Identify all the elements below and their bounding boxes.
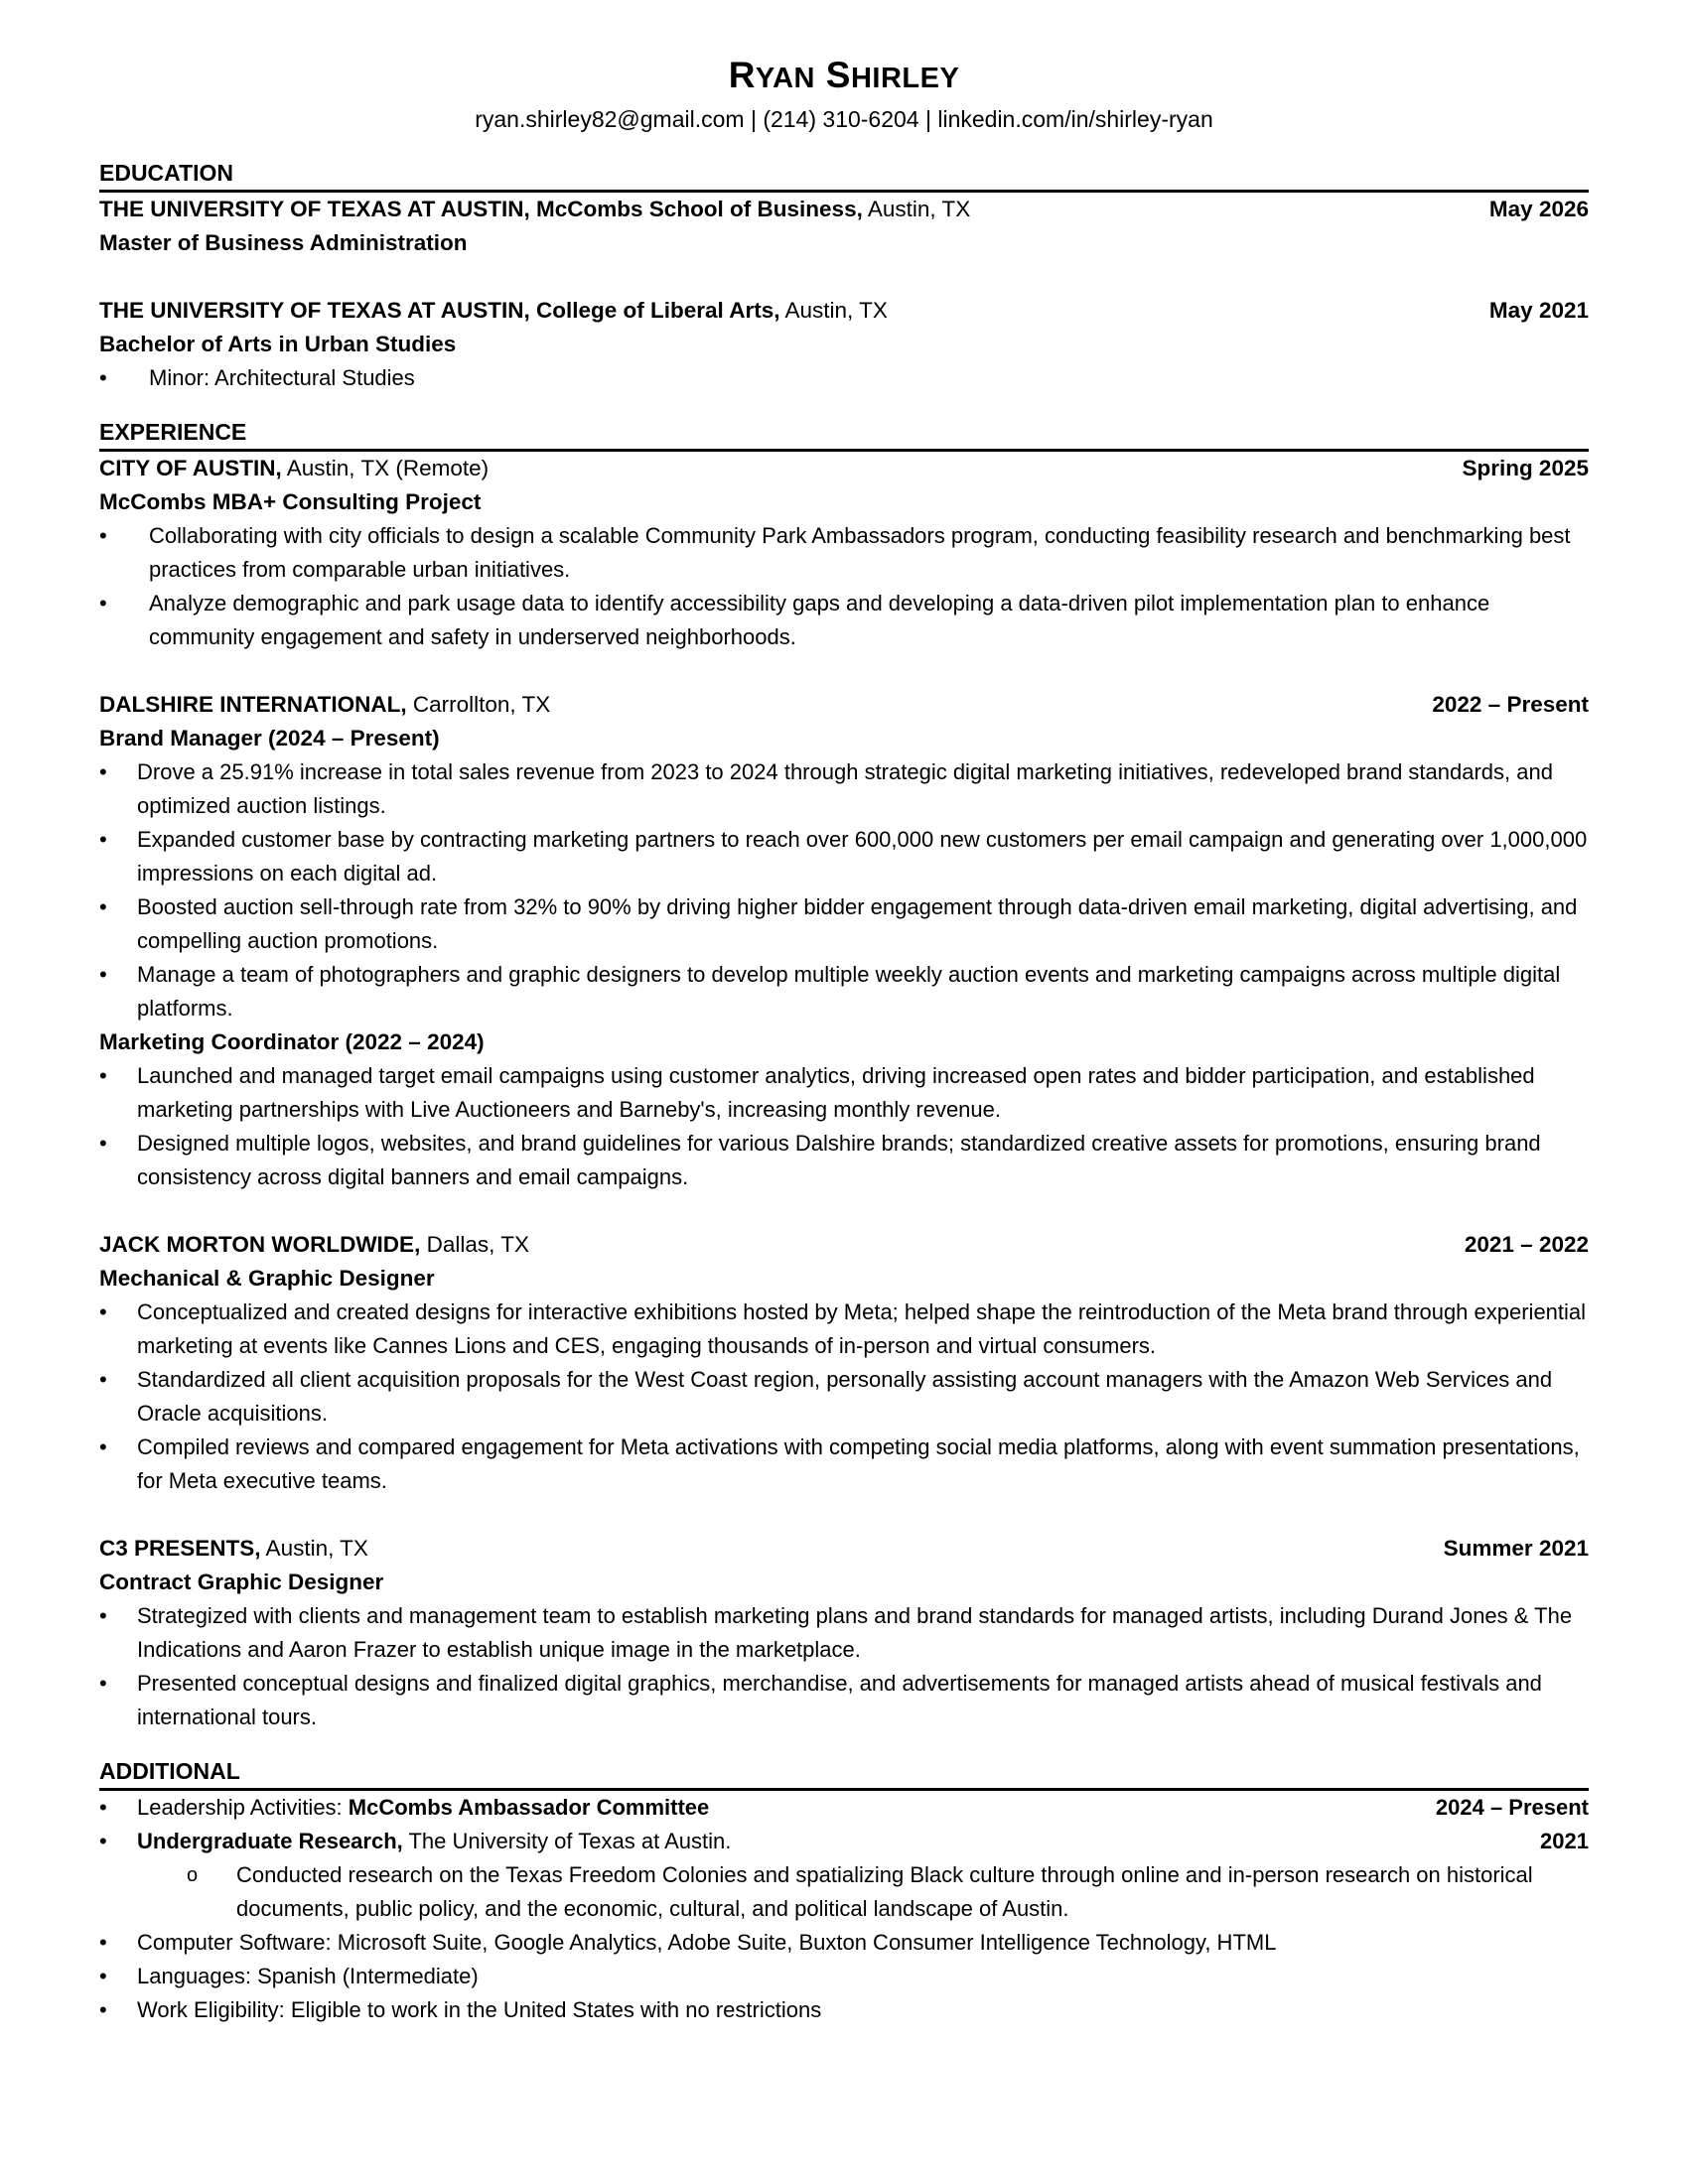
research-date: 2021: [1540, 1829, 1589, 1853]
degree-title: Master of Business Administration: [99, 230, 468, 255]
list-item: • Collaborating with city officials to design a scalable Community Park Ambassadors program, conducting feasibility research and benchmarking best practices from comparable urban initiatives.: [99, 519, 1589, 587]
school-location: Austin, TX: [779, 298, 888, 323]
org-name: CITY OF AUSTIN,: [99, 456, 282, 480]
org-name: C3 PRESENTS,: [99, 1536, 261, 1561]
contact-line: ryan.shirley82@gmail.com | (214) 310-6204 | linkedin.com/in/shirley-ryan: [475, 106, 1213, 132]
list-item: • Expanded customer base by contracting marketing partners to reach over 600,000 new customers per email campaign and generating over 1,000,000 impressions on each digital ad.: [99, 823, 1589, 890]
education-entry: [99, 294, 1589, 395]
school-name: THE UNIVERSITY OF TEXAS AT AUSTIN, McCombs School of Business,: [99, 197, 863, 221]
org-location: Carrollton, TX: [406, 692, 551, 717]
list-item: • Computer Software: Microsoft Suite, Google Analytics, Adobe Suite, Buxton Consumer Intelligence Technology, HTML: [99, 1926, 1589, 1960]
list-item: • Launched and managed target email campaigns using customer analytics, driving increased open rates and bidder participation, and established marketing partnerships with Live Auctioneers and Barneby's, increasing monthly revenue.: [99, 1059, 1589, 1127]
education-date: May 2026: [1488, 197, 1589, 221]
role-title: Brand Manager (2024 – Present): [99, 726, 440, 751]
additional-list: [99, 1791, 1589, 1858]
list-item: • Presented conceptual designs and finalized digital graphics, merchandise, and advertisements for managed artists ahead of musical festivals and international tours.: [99, 1667, 1589, 1734]
org-location: Austin, TX: [260, 1536, 368, 1561]
list-item: • Minor: Architectural Studies: [99, 361, 1589, 395]
org-location: Dallas, TX: [420, 1232, 529, 1257]
experience-entry: [99, 688, 1589, 1194]
experience-date: Spring 2025: [1462, 456, 1589, 480]
leadership-date: 2024 – Present: [1435, 1795, 1589, 1820]
list-item: • Work Eligibility: Eligible to work in the United States with no restrictions: [99, 1993, 1589, 2027]
education-entry: [99, 193, 1589, 260]
name-first-rest: YAN: [755, 63, 815, 94]
org-location: Austin, TX (Remote): [281, 456, 490, 480]
education-date: May 2021: [1488, 298, 1589, 323]
role-title: Mechanical & Graphic Designer: [99, 1266, 435, 1291]
leadership-label: Leadership Activities:: [137, 1795, 349, 1820]
list-item: • Designed multiple logos, websites, and brand guidelines for various Dalshire brands; standardized creative assets for promotions, ensuring brand consistency across digital banners and email campaigns.: [99, 1127, 1589, 1194]
research-detail: o Conducted research on the Texas Freedom Colonies and spatializing Black culture through online and in-person research on historical documents, public policy, and the economic, cultural, and political landscape of Austin.: [187, 1858, 1589, 1926]
degree-title: Bachelor of Arts in Urban Studies: [99, 332, 457, 356]
list-item: [99, 1791, 1589, 1825]
role-title: Contract Graphic Designer: [99, 1570, 384, 1594]
org-name: DALSHIRE INTERNATIONAL,: [99, 692, 407, 717]
leadership-value: McCombs Ambassador Committee: [348, 1795, 710, 1820]
research-value: The University of Texas at Austin.: [402, 1829, 732, 1853]
research-label: Undergraduate Research,: [137, 1829, 403, 1853]
name-last-initial: S: [825, 55, 851, 95]
section-title-experience: EXPERIENCE: [99, 417, 1589, 452]
list-item: • Strategized with clients and management team to establish marketing plans and brand standards for managed artists, including Durand Jones & The Indications and Aaron Frazer to establish unique image in the marketplace.: [99, 1599, 1589, 1667]
experience-date: 2021 – 2022: [1464, 1232, 1589, 1257]
name-last-rest: HIRLEY: [850, 63, 960, 94]
resume-page: [99, 50, 1589, 2027]
role-title: Marketing Coordinator (2022 – 2024): [99, 1029, 485, 1054]
list-item: • Analyze demographic and park usage data to identify accessibility gaps and developing a data-driven pilot implementation plan to enhance community engagement and safety in underserved neighborhoods.: [99, 587, 1589, 654]
candidate-name: [99, 54, 1589, 100]
experience-entry: [99, 1532, 1589, 1734]
experience-date: Summer 2021: [1443, 1536, 1589, 1561]
list-item: • Boosted auction sell-through rate from 32% to 90% by driving higher bidder engagement through data-driven email marketing, digital advertising, and compelling auction promotions.: [99, 890, 1589, 958]
list-item: • Languages: Spanish (Intermediate): [99, 1960, 1589, 1993]
list-item: • Drove a 25.91% increase in total sales revenue from 2023 to 2024 through strategic digital marketing initiatives, redeveloped brand standards, and optimized auction listings.: [99, 755, 1589, 823]
school-name: THE UNIVERSITY OF TEXAS AT AUSTIN, College of Liberal Arts,: [99, 298, 780, 323]
list-item: [99, 1825, 1589, 1858]
list-item: • Manage a team of photographers and graphic designers to develop multiple weekly auction events and marketing campaigns across multiple digital platforms.: [99, 958, 1589, 1025]
experience-entry: [99, 1228, 1589, 1498]
list-item: • Standardized all client acquisition proposals for the West Coast region, personally assisting account managers with the Amazon Web Services and Oracle acquisitions.: [99, 1363, 1589, 1431]
section-title-additional: ADDITIONAL: [99, 1756, 1589, 1791]
experience-entry: [99, 452, 1589, 654]
role-title: McCombs MBA+ Consulting Project: [99, 489, 482, 514]
school-location: Austin, TX: [862, 197, 971, 221]
org-name: JACK MORTON WORLDWIDE,: [99, 1232, 421, 1257]
experience-date: 2022 – Present: [1432, 692, 1589, 717]
list-item: • Conceptualized and created designs for interactive exhibitions hosted by Meta; helped shape the reintroduction of the Meta brand through experiential marketing at events like Cannes Lions and CES, engaging thousands of in-person and virtual consumers.: [99, 1296, 1589, 1363]
list-item: • Compiled reviews and compared engagement for Meta activations with competing social media platforms, along with event summation presentations, for Meta executive teams.: [99, 1431, 1589, 1498]
name-first-initial: R: [728, 55, 756, 95]
section-title-education: EDUCATION: [99, 158, 1589, 193]
